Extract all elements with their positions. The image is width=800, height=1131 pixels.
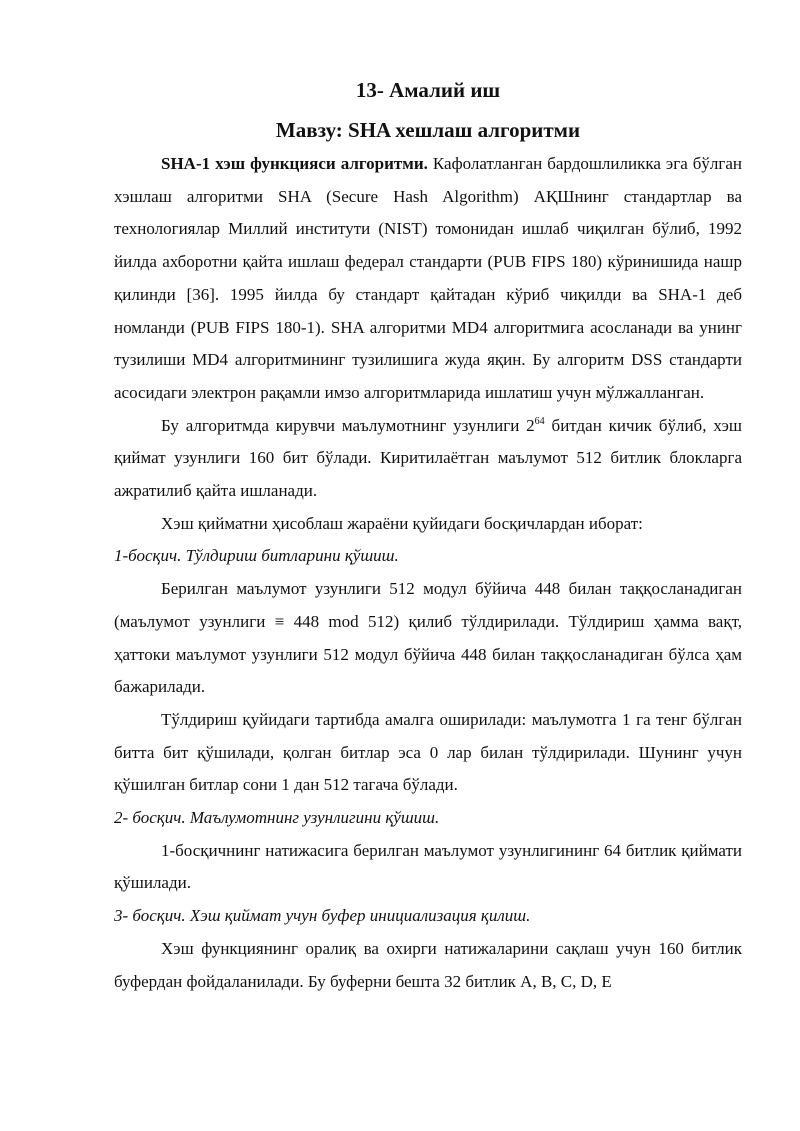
superscript-exponent: 64 — [534, 415, 545, 427]
paragraph-sha1-intro — [114, 148, 742, 410]
step-1-heading: 1-босқич. Тўлдириш битларини қўшиш. — [114, 546, 399, 566]
step-3-heading: 3- босқич. Хэш қиймат учун буфер инициализация қилиш. — [114, 906, 531, 926]
paragraph-length-append: 1-босқичнинг натижасига берилган маълумот узунлигининг 64 битлик қиймати қўшилади. — [114, 840, 742, 893]
page-title: 13- Амалий иш — [355, 78, 501, 102]
paragraph-text-before: Бу алгоритмда кирувчи маълумотнинг узунлиги 2 — [161, 415, 535, 435]
paragraph-text: Кафолатланган бардошлиликка эга бўлган хэшлаш алгоритми SHA (Secure Hash Algorithm) АҚШнинг стандартлар ва технологиялар Миллий институти (NIST) томонидан ишлаб чиқилган бўлиб, 1992 йилда ахборотни қайта ишлаш федерал стандарти (PUB FIPS 180) кўринишида нашр қилинди [36]. 1995 йилда бу стандарт қайтадан кўриб чиқилди ва SHA-1 деб номланди (PUB FIPS 180-1). SHA алгоритми MD4 алгоритмига асосланади ва унинг тузилиши MD4 алгоритмининг тузилишига жуда яқин. Бу алгоритм DSS стандарти асосидаги электрон рақамли имзо алгоритмларида ишлатиш учун мўлжалланган. — [114, 154, 742, 402]
paragraph-padding-order: Тўлдириш қуйидаги тартибда амалга оширилади: маълумотга 1 га тенг бўлган битта бит қўшилади, қолган битлар эса 0 лар билан тўлдирилади. Шунинг учун қўшилган битлар сони 1 дан 512 тагача бўлади. — [114, 709, 742, 795]
paragraph-steps-intro: Хэш қийматни ҳисоблаш жараёни қуйидаги босқичлардан иборат: — [161, 513, 643, 533]
paragraph-input-length — [114, 410, 742, 508]
paragraph-padding-rule: Берилган маълумот узунлиги 512 модул бўйича 448 билан таққосланадиган (маълумот узунлиги ≡ 448 mod 512) қилиб тўлдирилади. Тўлдириш ҳамма вақт, ҳаттоки маълумот узунлиги 512 модул бўйича 448 билан таққосланадиган бўлса ҳам бажарилади. — [114, 579, 742, 697]
paragraph-buffer-init: Хэш функциянинг оралиқ ва охирги натижаларини сақлаш учун 160 битлик буфердан фойдаланилади. Бу буферни бешта 32 битлик A, B, C, D, E — [114, 938, 742, 991]
paragraph-text-after: битдан кичик бўлиб, хэш қиймат узунлиги 160 бит бўлади. Киритилаётган маълумот 512 битлик блокларга ажратилиб қайта ишланади. — [114, 415, 742, 501]
paragraph-bold-lead: SHA-1 хэш функцияси алгоритми. — [161, 154, 428, 173]
step-2-heading: 2- босқич. Маълумотнинг узунлигини қўшиш. — [114, 808, 440, 828]
document-body — [114, 72, 742, 998]
page-subtitle: Мавзу: SHA хешлаш алгоритми — [275, 118, 581, 142]
